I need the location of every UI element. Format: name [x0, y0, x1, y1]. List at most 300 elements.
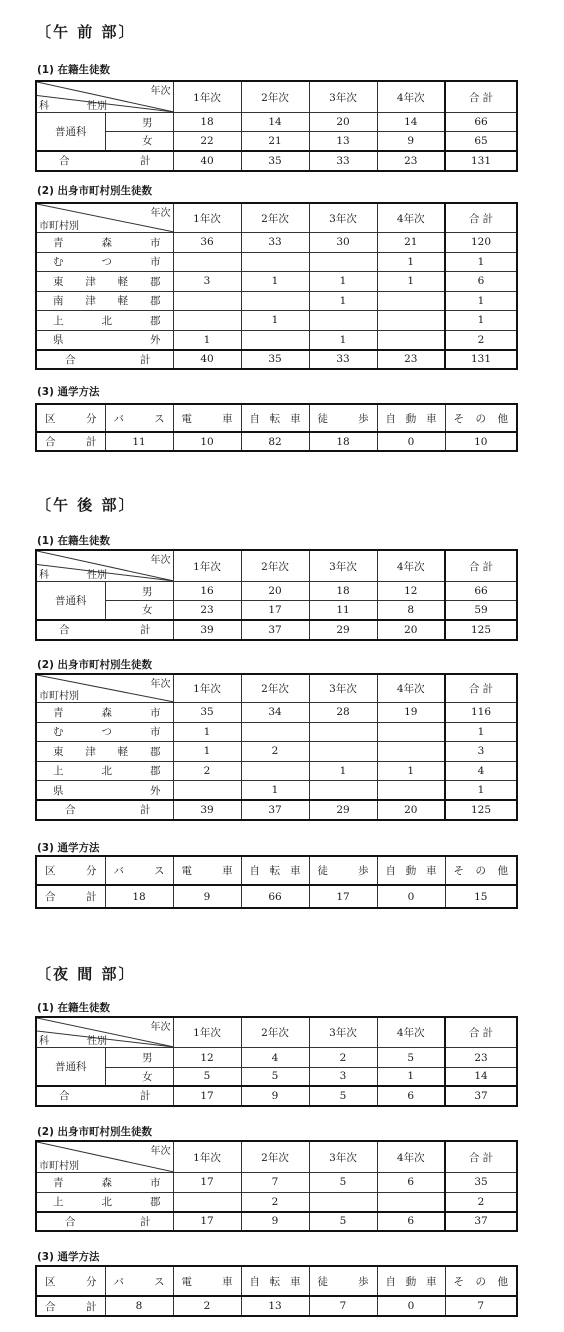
municipality-char: 郡 [149, 275, 161, 288]
value-cell [445, 781, 517, 801]
sex-cell [105, 113, 173, 132]
total-cell [377, 620, 445, 640]
value-cell [105, 885, 173, 908]
municipality-char: つ [101, 726, 112, 739]
sex-label: 男 [142, 116, 153, 129]
value-cell [241, 742, 309, 762]
value: 1 [407, 1070, 415, 1083]
column-header [309, 856, 377, 885]
corner-header-sex: 性別 [87, 1036, 107, 1047]
total-row [36, 800, 517, 820]
municipality-label [37, 705, 173, 720]
value: 2 [271, 1195, 279, 1208]
value-cell [241, 1048, 309, 1068]
total-row [36, 885, 517, 908]
column-header-char: 動 [405, 1275, 417, 1288]
value: 35 [474, 1176, 488, 1189]
department-cell [36, 582, 105, 620]
total-label [37, 622, 173, 637]
column-header [445, 81, 517, 113]
total-value: 29 [336, 623, 350, 636]
value-cell [241, 113, 309, 132]
municipality-char: 東 [53, 745, 64, 758]
municipality-label [37, 763, 173, 778]
value-cell [309, 330, 377, 350]
header-row [36, 404, 517, 432]
total-row [36, 432, 517, 451]
municipality-cell [36, 330, 173, 350]
value: 30 [336, 236, 350, 249]
column-header [173, 1266, 241, 1296]
municipality-char: 森 [101, 236, 112, 249]
value: 1 [477, 784, 485, 796]
value-cell [309, 761, 377, 781]
value-cell [377, 311, 445, 331]
total-label-char: 計 [86, 1300, 97, 1313]
header-row [36, 1141, 517, 1173]
sex-label: 男 [142, 585, 153, 598]
value-cell [377, 703, 445, 723]
column-header-label: 3年次 [329, 91, 357, 104]
value: 5 [203, 1070, 211, 1083]
column-header [445, 1141, 517, 1173]
value-cell [445, 601, 517, 620]
origin-title: (2) 出身市町村別生徒数 [37, 659, 153, 671]
column-header-char: 電 [181, 865, 192, 877]
column-header-char: バ [113, 865, 124, 877]
sex-cell [105, 132, 173, 151]
value-cell [445, 113, 517, 132]
column-header [445, 1266, 517, 1296]
total-label-char: 計 [86, 891, 97, 903]
value: 5 [407, 1051, 415, 1064]
column-header [173, 1141, 241, 1173]
value-cell [241, 582, 309, 601]
column-header-char: 分 [86, 412, 97, 425]
value: 3 [339, 1070, 347, 1083]
column-header [173, 404, 241, 432]
value: 14 [404, 116, 418, 128]
enrollment-title: (1) 在籍生徒数 [37, 64, 111, 76]
corner-cell [36, 550, 173, 582]
corner-header-row: 市町村別 [39, 691, 79, 702]
column-header-char: バ [113, 412, 124, 425]
value-cell [445, 252, 517, 272]
column-header-char: 自 [249, 1275, 260, 1288]
column-header-label [446, 863, 517, 878]
value: 12 [200, 1051, 214, 1064]
value: 12 [404, 585, 418, 597]
column-header-label [37, 1274, 105, 1289]
total-value: 37 [268, 623, 282, 636]
total-label [37, 1214, 173, 1229]
value-cell [445, 1173, 517, 1193]
column-header-label: 1年次 [193, 91, 221, 104]
value-cell [241, 132, 309, 151]
total-cell [309, 151, 377, 171]
total-value: 6 [407, 1215, 415, 1228]
column-header-char: 歩 [358, 412, 369, 425]
municipality-label [37, 274, 173, 289]
department-label: 普通科 [55, 125, 87, 138]
column-header [241, 1017, 309, 1048]
column-header [377, 856, 445, 885]
column-header-label: 4年次 [396, 683, 425, 695]
origin-table [35, 673, 518, 821]
total-value: 125 [470, 623, 492, 636]
value-cell [377, 1173, 445, 1193]
value-cell [173, 781, 241, 801]
total-value: 17 [200, 1215, 214, 1228]
total-label-char: 計 [140, 155, 151, 167]
total-label-cell [36, 1086, 173, 1106]
value-cell [377, 330, 445, 350]
value: 1 [203, 333, 211, 346]
total-label [37, 1299, 105, 1314]
corner-cell [36, 203, 173, 233]
value-cell [445, 272, 517, 292]
value-cell [309, 582, 377, 601]
value: 8 [135, 1300, 143, 1312]
value: 1 [271, 314, 279, 327]
value: 1 [339, 764, 347, 777]
value-cell [241, 291, 309, 311]
municipality-label [37, 783, 173, 798]
value: 2 [203, 764, 211, 777]
value: 1 [407, 275, 415, 288]
value: 21 [268, 134, 282, 147]
column-header-char: 車 [290, 1275, 301, 1288]
header-row [36, 1017, 517, 1048]
column-header [377, 404, 445, 432]
column-header-label: 1年次 [193, 683, 221, 695]
value-cell [377, 432, 445, 451]
municipality-char: 外 [150, 784, 161, 797]
total-cell [377, 151, 445, 171]
value-cell [377, 722, 445, 742]
value: 1 [477, 294, 485, 307]
municipality-char: 上 [53, 1196, 64, 1208]
municipality-char: 北 [101, 765, 112, 778]
value-cell [241, 252, 309, 272]
column-header-char: 徒 [317, 1275, 328, 1288]
municipality-cell [36, 1173, 173, 1193]
total-cell [309, 1212, 377, 1232]
value-cell [173, 1173, 241, 1193]
value-cell [241, 233, 309, 253]
table-row [36, 233, 517, 253]
sex-cell [105, 601, 173, 620]
column-header-label [242, 1274, 309, 1289]
value: 35 [200, 706, 214, 719]
total-cell [241, 151, 309, 171]
value-cell [309, 781, 377, 801]
value: 0 [407, 890, 415, 903]
value-cell [105, 1296, 173, 1316]
column-header [241, 404, 309, 432]
municipality-char: 津 [85, 275, 96, 288]
column-header [309, 550, 377, 582]
department-label: 普通科 [55, 1060, 87, 1073]
header-row [36, 81, 517, 113]
enrollment-table [35, 549, 518, 641]
total-label-char: 計 [140, 804, 151, 817]
column-header [173, 81, 241, 113]
column-header [377, 1266, 445, 1296]
value-cell [377, 781, 445, 801]
total-value: 37 [474, 1215, 488, 1228]
column-header-label: 2年次 [261, 212, 289, 225]
total-cell [241, 620, 309, 640]
column-header [445, 203, 517, 233]
value-cell [377, 233, 445, 253]
corner-header-year: 年次 [150, 1022, 171, 1033]
value: 14 [474, 1070, 488, 1083]
total-value: 40 [200, 154, 214, 167]
value: 3 [203, 275, 211, 288]
column-header-char: 自 [249, 412, 260, 425]
total-label-cell [36, 432, 105, 451]
column-header-char: 転 [269, 412, 281, 425]
table-row [36, 272, 517, 292]
column-header-label: 2年次 [261, 91, 289, 104]
total-cell [445, 620, 517, 640]
value-cell [241, 703, 309, 723]
header-row [36, 550, 517, 582]
column-header [377, 1017, 445, 1048]
value-cell [445, 742, 517, 762]
total-label-char: 合 [59, 624, 70, 636]
column-header-label: 1年次 [193, 212, 221, 225]
corner-header-sex: 性別 [87, 570, 107, 581]
column-header-label: 合 計 [468, 1151, 494, 1164]
column-header-label: 1年次 [193, 560, 221, 573]
value-cell [173, 1068, 241, 1086]
column-header [36, 1266, 105, 1296]
value-cell [445, 1192, 517, 1212]
value-cell [173, 601, 241, 620]
table-row [36, 781, 517, 801]
value: 17 [200, 1176, 214, 1189]
column-header-label [106, 411, 173, 426]
value: 14 [268, 116, 282, 128]
value-cell [309, 1068, 377, 1086]
section-title: 〔午 前 部〕 [36, 23, 136, 41]
value: 20 [268, 585, 282, 597]
municipality-char: 上 [53, 314, 64, 327]
column-header-char: 徒 [317, 865, 328, 877]
total-value: 33 [336, 154, 350, 167]
column-header-label: 1年次 [193, 1027, 221, 1039]
value-cell [445, 1068, 517, 1086]
value-cell [445, 1048, 517, 1068]
total-value: 39 [200, 623, 214, 636]
column-header-char: そ [453, 1275, 464, 1288]
value-cell [377, 582, 445, 601]
total-label-char: 合 [59, 1090, 70, 1102]
value: 7 [339, 1300, 347, 1312]
total-value: 9 [271, 1215, 279, 1228]
total-label [37, 153, 173, 168]
column-header-label [242, 411, 309, 426]
total-value: 6 [407, 1089, 415, 1102]
municipality-char: 軽 [117, 275, 129, 288]
total-label [37, 352, 173, 367]
column-header [173, 203, 241, 233]
column-header-label [37, 863, 105, 878]
table-row [36, 311, 517, 331]
column-header [377, 203, 445, 233]
municipality-cell [36, 311, 173, 331]
value-cell [377, 1048, 445, 1068]
enrollment-title: (1) 在籍生徒数 [37, 535, 111, 547]
value: 28 [336, 706, 350, 719]
value: 18 [336, 435, 350, 448]
value-cell [445, 233, 517, 253]
column-header [309, 1141, 377, 1173]
value: 66 [474, 116, 488, 128]
header-row [36, 203, 517, 233]
column-header [445, 856, 517, 885]
total-label-cell [36, 1296, 105, 1316]
value: 34 [268, 706, 282, 719]
municipality-char: 市 [150, 1176, 161, 1189]
municipality-char: む [53, 726, 64, 739]
value-cell [377, 291, 445, 311]
origin-title: (2) 出身市町村別生徒数 [37, 185, 153, 197]
commute-table [35, 855, 518, 909]
column-header-label [310, 411, 377, 426]
column-header-char: そ [453, 865, 464, 877]
enrollment-table [35, 1016, 518, 1107]
total-label-char: 計 [140, 1215, 151, 1228]
municipality-char: 青 [53, 1176, 64, 1189]
column-header-char: 自 [249, 865, 260, 877]
value-cell [445, 761, 517, 781]
municipality-char: 北 [101, 314, 112, 327]
total-value: 131 [470, 154, 492, 167]
value-cell [309, 252, 377, 272]
value: 18 [132, 890, 146, 903]
value-cell [445, 132, 517, 151]
value-cell [173, 582, 241, 601]
column-header-label: 1年次 [193, 1151, 221, 1164]
municipality-cell [36, 252, 173, 272]
total-cell [173, 1212, 241, 1232]
value-cell [241, 1192, 309, 1212]
column-header-label [106, 863, 173, 878]
sex-cell [105, 582, 173, 601]
column-header [445, 550, 517, 582]
table-row [36, 1192, 517, 1212]
value-cell [445, 1296, 517, 1316]
value-cell [173, 885, 241, 908]
table-row [36, 1048, 517, 1068]
origin-table [35, 1140, 518, 1232]
corner-header-row: 市町村別 [39, 1161, 79, 1172]
column-header-label [37, 411, 105, 426]
column-header-char: 区 [45, 865, 56, 877]
value-cell [377, 1192, 445, 1212]
column-header [445, 674, 517, 703]
commute-table [35, 1265, 518, 1317]
value-cell [445, 885, 517, 908]
value: 2 [271, 745, 279, 758]
total-label-char: 合 [45, 1300, 56, 1313]
total-label-char: 合 [65, 804, 76, 817]
value-cell [309, 1296, 377, 1316]
table-row [36, 132, 517, 151]
value: 4 [477, 764, 485, 777]
column-header [241, 674, 309, 703]
corner-cell [36, 81, 173, 113]
municipality-char: 郡 [150, 765, 161, 778]
column-header-char: 他 [497, 865, 508, 877]
column-header [173, 1017, 241, 1048]
origin-table [35, 202, 518, 370]
column-header-char: ス [154, 1275, 165, 1288]
column-header-char: 車 [426, 1275, 437, 1288]
corner-header-year: 年次 [150, 679, 171, 690]
column-header [241, 81, 309, 113]
value-cell [377, 601, 445, 620]
value: 9 [203, 890, 211, 903]
column-header [173, 550, 241, 582]
value: 6 [407, 1176, 415, 1189]
value-cell [241, 1068, 309, 1086]
value: 65 [474, 134, 488, 147]
value-cell [241, 272, 309, 292]
value-cell [309, 272, 377, 292]
value-cell [445, 432, 517, 451]
sex-cell [105, 1048, 173, 1068]
enrollment-title: (1) 在籍生徒数 [37, 1002, 111, 1014]
total-cell [241, 1086, 309, 1106]
total-value: 23 [404, 154, 418, 167]
column-header-char: 転 [269, 1275, 281, 1288]
value: 6 [477, 275, 485, 288]
table-row [36, 252, 517, 272]
value: 7 [271, 1176, 279, 1189]
sex-label: 女 [142, 1070, 153, 1083]
value: 18 [336, 585, 350, 597]
total-value: 131 [470, 353, 492, 366]
total-value: 23 [404, 353, 418, 366]
value-cell [377, 252, 445, 272]
column-header [309, 81, 377, 113]
column-header-label [242, 863, 309, 878]
column-header [309, 1266, 377, 1296]
column-header-label [378, 411, 445, 426]
total-row [36, 350, 517, 370]
total-cell [173, 620, 241, 640]
column-header [309, 404, 377, 432]
corner-header-year: 年次 [150, 555, 171, 566]
value: 22 [200, 134, 214, 147]
header-row [36, 1266, 517, 1296]
value-cell [309, 311, 377, 331]
value-cell [173, 311, 241, 331]
column-header-char: 他 [497, 412, 508, 425]
column-header-label: 合 計 [468, 91, 494, 104]
column-header-label [446, 1274, 517, 1289]
corner-header-row: 科 [39, 1036, 49, 1047]
value: 66 [474, 585, 488, 597]
total-value: 9 [271, 1089, 279, 1102]
municipality-char: 県 [53, 334, 64, 346]
section-title: 〔夜 間 部〕 [36, 965, 136, 983]
column-header [241, 1266, 309, 1296]
